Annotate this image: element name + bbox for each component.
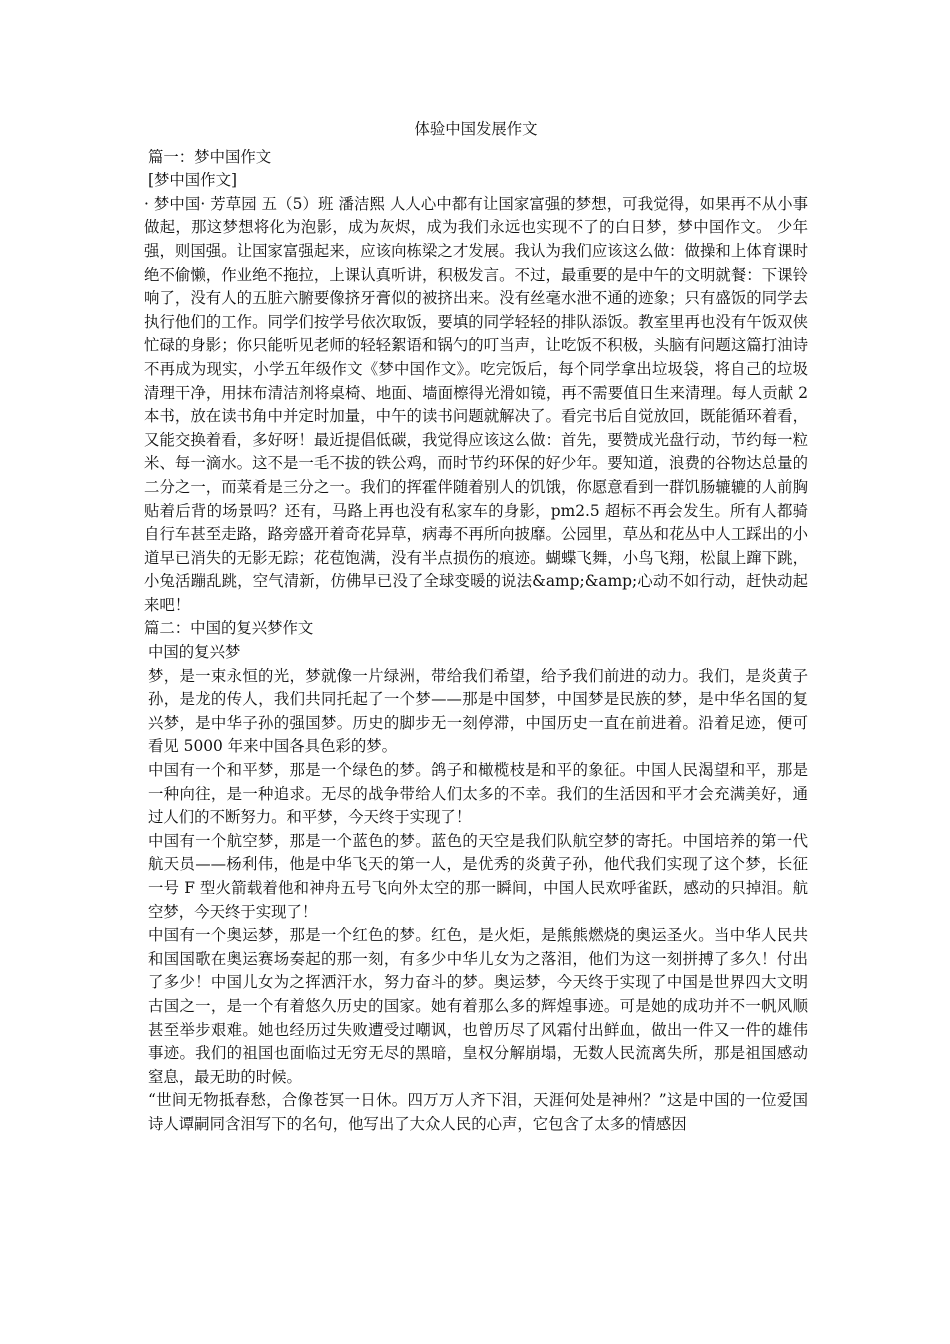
part2-paragraph-3: 中国有一个航空梦，那是一个蓝色的梦。蓝色的天空是我们队航空梦的寄托。中国培养的第一代航天员——杨利伟，他是中华飞天的第一人，是优秀的炎黄子孙，他代我们实现了这个梦，长征一号 F 型火箭载着他和神舟五号飞向外太空的那一瞬间，中国人民欢呼雀跃，感动的只掉泪。航空梦，今天终于实现了！ <box>148 831 808 921</box>
document-title: 体验中国发展作文 <box>414 120 538 138</box>
part1-paragraph: · 梦中国· 芳草园 五（5）班 潘洁熙 人人心中都有让国家富强的梦想，可我觉得，如果再不从小事做起，那这梦想将化为泡影，成为灰烬，成为我们永远也实现不了的白日梦，梦中国作文。 少年强，则国强。让国家富强起来，应该向栋梁之才发展。我认为我们应该这么做：做操和上体育课时绝不偷懒，作业绝不拖拉，上课认真听讲，积极发言。不过，最重要的是中午的文明就餐：下课铃响了，没有人的五脏六腑要像挤牙膏似的被挤出来。没有丝毫水泄不通的迹象；只有盛饭的同学去执行他们的工作。同学们按学号依次取饭，要填的同学轻轻的排队添饭。教室里再也没有午饭双侠忙碌的身影；你只能听见老师的轻轻絮语和锅勺的叮当声，让吃饭不积极，头脑有问题这篇打油诗不再成为现实，小学五年级作文《梦中国作文》。吃完饭后，每个同学拿出垃圾袋，将自己的垃圾清理干净，用抹布清洁剂将桌椅、地面、墙面檫得光滑如镜，再不需要值日生来清理。每人贡献 2 本书，放在读书角中并定时加量，中午的读书问题就解决了。看完书后自觉放回，既能循环着看，又能交换着看，多好呀！最近提倡低碳，我觉得应该这么做：首先，要赞成光盘行动，节约每一粒米、每一滴水。这不是一毛不拔的铁公鸡，而时节约环保的好少年。要知道，浪费的谷物达总量的二分之一，而菜肴是三分之一。我们的挥霍伴随着别人的饥饿，你愿意看到一群饥肠辘辘的人前胸贴着后背的场景吗？还有，马路上再也没有私家车的身影，pm2.5 超标不再会发生。所有人都骑自行车甚至走路，路旁盛开着奇花异草，病毒不再所向披靡。公园里，草丛和花丛中人工踩出的小道早已消失的无影无踪；花苞饱满，没有半点损伤的痕迹。蝴蝶飞舞，小鸟飞翔，松鼠上蹿下跳，小兔活蹦乱跳，空气清新，仿佛早已没了全球变暖的说法&amp;&amp;心动不如行动，赶快动起来吧！ <box>144 194 808 614</box>
part2-paragraph-5: “世间无物抵春愁，合像苍冥一日休。四万万人齐下泪，天涯何处是神州？”这是中国的一位爱国诗人谭嗣同含泪写下的名句，他写出了大众人民的心声，它包含了太多的情感因 <box>148 1091 808 1133</box>
part2-paragraph-2: 中国有一个和平梦，那是一个绿色的梦。鸽子和橄榄枝是和平的象征。中国人民渴望和平，那是一种向往，是一种追求。无尽的战争带给人们太多的不幸。我们的生活因和平才会充满美好，通过人们的不断努力。和平梦，今天终于实现了！ <box>148 761 808 827</box>
part2-heading: 篇二：中国的复兴梦作文 <box>144 619 314 638</box>
document-page <box>144 118 808 1137</box>
part2-paragraph-1: 梦，是一束永恒的光，梦就像一片绿洲，带给我们希望，给予我们前进的动力。我们，是炎黄子孙，是龙的传人，我们共同托起了一个梦——那是中国梦，中国梦是民族的梦，是中华名国的复兴梦，是中华子孙的强国梦。历史的脚步无一刻停滞，中国历史一直在前进着。沿着足迹，便可看见 5000 年来中国各具色彩的梦。 <box>148 666 808 756</box>
part2-paragraph-4: 中国有一个奥运梦，那是一个红色的梦。红色，是火炬，是熊熊燃烧的奥运圣火。当中华人民共和国国歌在奥运赛场奏起的那一刻，有多少中华儿女为之落泪，他们为这一刻拼搏了多久！付出了多少！中国儿女为之挥洒汗水，努力奋斗的梦。奥运梦，今天终于实现了中国是世界四大文明古国之一，是一个有着悠久历史的国家。她有着那么多的辉煌事迹。可是她的成功并不一帆风顺甚至举步艰难。她也经历过失败遭受过嘲讽，也曾历尽了风霜付出鲜血，做出一件又一件的雄伟事迹。我们的祖国也面临过无穷无尽的黑暗，皇权分解崩塌，无数人民流离失所，那是祖国感动窒息，最无助的时候。 <box>148 926 808 1086</box>
part2-subheading: 中国的复兴梦 <box>148 643 241 662</box>
part1-heading: 篇一：梦中国作文 <box>148 147 272 166</box>
part1-subheading: [梦中国作文] <box>148 171 237 190</box>
